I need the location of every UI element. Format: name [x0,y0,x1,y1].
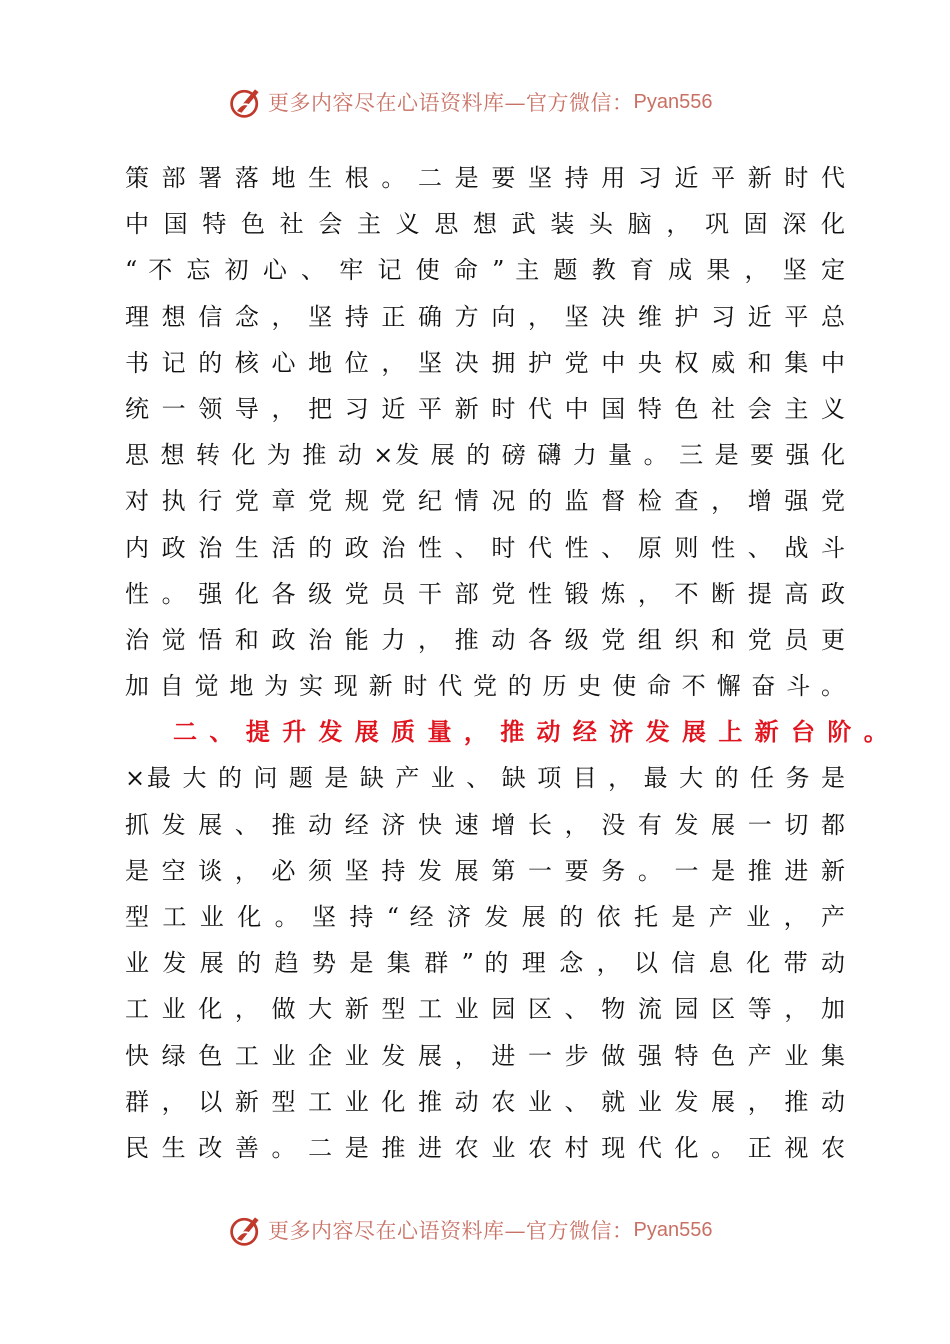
watermark-text: 更多内容尽在心语资料库—官方微信： [268,91,634,115]
watermark-id: Pyan556 [633,1218,713,1241]
text-line: 书 记 的 核 心 地 位 ， 坚 决 拥 护 党 中 央 权 威 和 集 中 [125,348,845,377]
watermark-id: Pyan556 [633,90,713,113]
text-line: 性 。 强 化 各 级 党 员 干 部 党 性 锻 炼 ， 不 断 提 高 政 [125,579,845,608]
text-line: 业 发 展 的 趋 势 是 集 群 ” 的 理 念 ， 以 信 息 化 带 动 [125,949,845,978]
document-body [125,155,890,1171]
text-line: 型 工 业 化 。 坚 持 “ 经 济 发 展 的 依 托 是 产 业 ， 产 [125,903,845,931]
text-line: 思 想 转 化 为 推 动 ×发 展 的 磅 礴 力 量 。 三 是 要 强 化 [125,441,845,470]
text-line: 群 ， 以 新 型 工 业 化 推 动 农 业 、 就 业 发 展 ， 推 动 [125,1087,845,1116]
text-line: 是 空 谈 ， 必 须 坚 持 发 展 第 一 要 务 。 一 是 推 进 新 [125,856,845,885]
watermark-text: 更多内容尽在心语资料库—官方微信： [268,1219,634,1243]
text-line: 加 自 觉 地 为 实 现 新 时 代 党 的 历 史 使 命 不 懈 奋 斗 。 [125,672,845,701]
text-line: 对 执 行 党 章 党 规 党 纪 情 况 的 监 督 检 查 ， 增 强 党 [125,487,845,516]
text-line: 治 觉 悟 和 政 治 能 力 ， 推 动 各 级 党 组 织 和 党 员 更 [125,625,845,654]
text-line: 工 业 化 ， 做 大 新 型 工 业 园 区 、 物 流 园 区 等 ， 加 [125,995,845,1024]
text-line: 快 绿 色 工 业 企 业 发 展 ， 进 一 步 做 强 特 色 产 业 集 [125,1041,845,1070]
text-line: 内 政 治 生 活 的 政 治 性 、 时 代 性 、 原 则 性 、 战 斗 [125,533,845,562]
text-line: ×最 大 的 问 题 是 缺 产 业 、 缺 项 目 ， 最 大 的 任 务 是 [125,764,845,793]
footer-watermark [0,1210,950,1250]
pen-logo-icon [228,1212,264,1248]
text-line: 抓 发 展 、 推 动 经 济 快 速 增 长 ， 没 有 发 展 一 切 都 [125,810,845,839]
pen-logo-icon [228,84,264,120]
text-line: “ 不 忘 初 心 、 牢 记 使 命 ” 主 题 教 育 成 果 ， 坚 定 [125,256,845,285]
text-line: 中 国 特 色 社 会 主 义 思 想 武 装 头 脑 ， 巩 固 深 化 [125,210,845,239]
text-line: 统 一 领 导 ， 把 习 近 平 新 时 代 中 国 特 色 社 会 主 义 [125,394,845,423]
section-heading: 二 、 提 升 发 展 质 量 ， 推 动 经 济 发 展 上 新 台 阶 。 [173,717,890,747]
text-line: 策 部 署 落 地 生 根 。 二 是 要 坚 持 用 习 近 平 新 时 代 [125,164,845,192]
header-watermark [0,82,950,122]
text-line: 理 想 信 念 ， 坚 持 正 确 方 向 ， 坚 决 维 护 习 近 平 总 [125,302,845,331]
text-line: 民 生 改 善 。 二 是 推 进 农 业 农 村 现 代 化 。 正 视 农 [125,1133,845,1162]
